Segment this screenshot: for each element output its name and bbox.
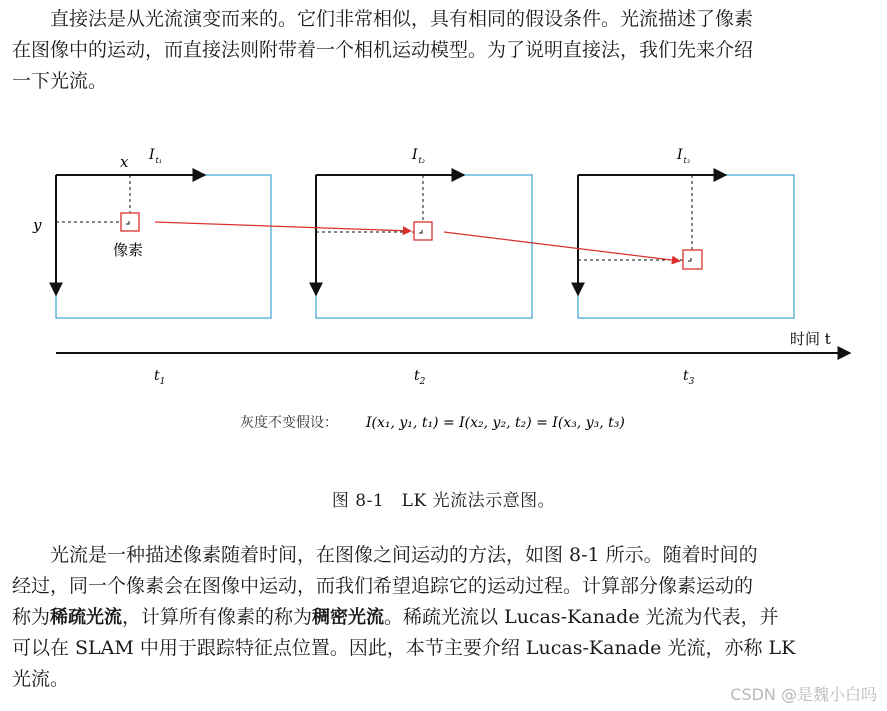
body-text: 可以在 SLAM 中用于跟踪特征点位置。因此，本节主要介绍 Lucas-Kanade 光流，亦称 LK [12,637,796,659]
body-text: 光流是一种描述像素随着时间，在图像之间运动的方法，如图 8-1 所示。随着时间的 [12,544,758,566]
bold-term: 稀疏光流 [50,607,123,628]
image-label-2: $I_{t_2}$ [412,147,425,165]
image-label-1: $I_{t_1}$ [149,147,162,165]
figure-caption: 图 8-1 LK 光流法示意图。 [331,491,556,511]
intro-line: 直接法是从光流演变而来的。它们非常相似，具有相同的假设条件。光流描述了像素 [12,8,754,30]
body-line [12,540,874,571]
bold-term: 稠密光流 [312,607,385,628]
watermark: CSDN @是魏小白吗 [730,685,877,704]
motion-arrow-2 [444,232,680,261]
image-frame-1 [56,175,271,318]
time-axis-label: 时间 t [790,330,831,348]
pixel-label: 像素 [113,241,144,259]
time-tick-1: $t_1$ [154,368,166,387]
image-frame-3 [578,175,794,318]
body-line [12,571,874,602]
body-text: 称为 [12,606,51,628]
body-text: 经过，同一个像素会在图像中运动，而我们希望追踪它的运动过程。计算部分像素运动的 [12,575,754,597]
pixel-box-1 [121,213,139,231]
body-line [12,602,874,633]
body-paragraph [12,540,874,695]
assumption-label: 灰度不变假设： [240,415,338,431]
body-text: 光流。 [12,668,70,690]
intro-paragraph [12,4,874,97]
image-label-3: $I_{t_3}$ [677,147,690,165]
motion-arrow-1 [155,222,411,231]
body-text: 。稀疏光流以 Lucas-Kanade 光流为代表，并 [384,606,779,628]
optical-flow-figure [0,140,887,440]
body-text: ，计算所有像素的称为 [122,606,313,628]
body-line [12,633,874,664]
time-tick-3: $t_3$ [683,368,695,387]
intro-line: 一下光流。 [12,70,108,92]
assumption-formula: I(x₁, y₁, t₁) = I(x₂, y₂, t₂) = I(x₃, y₃, t₃) [366,415,625,431]
y-axis-label: y [33,216,42,234]
intro-line: 在图像中的运动，而直接法则附带着一个相机运动模型。为了说明直接法，我们先来介绍 [12,39,754,61]
image-frame-2 [316,175,532,318]
time-tick-2: $t_2$ [414,368,426,387]
pixel-box-3 [683,250,702,269]
x-axis-label: x [120,153,129,171]
pixel-box-2 [414,222,432,240]
